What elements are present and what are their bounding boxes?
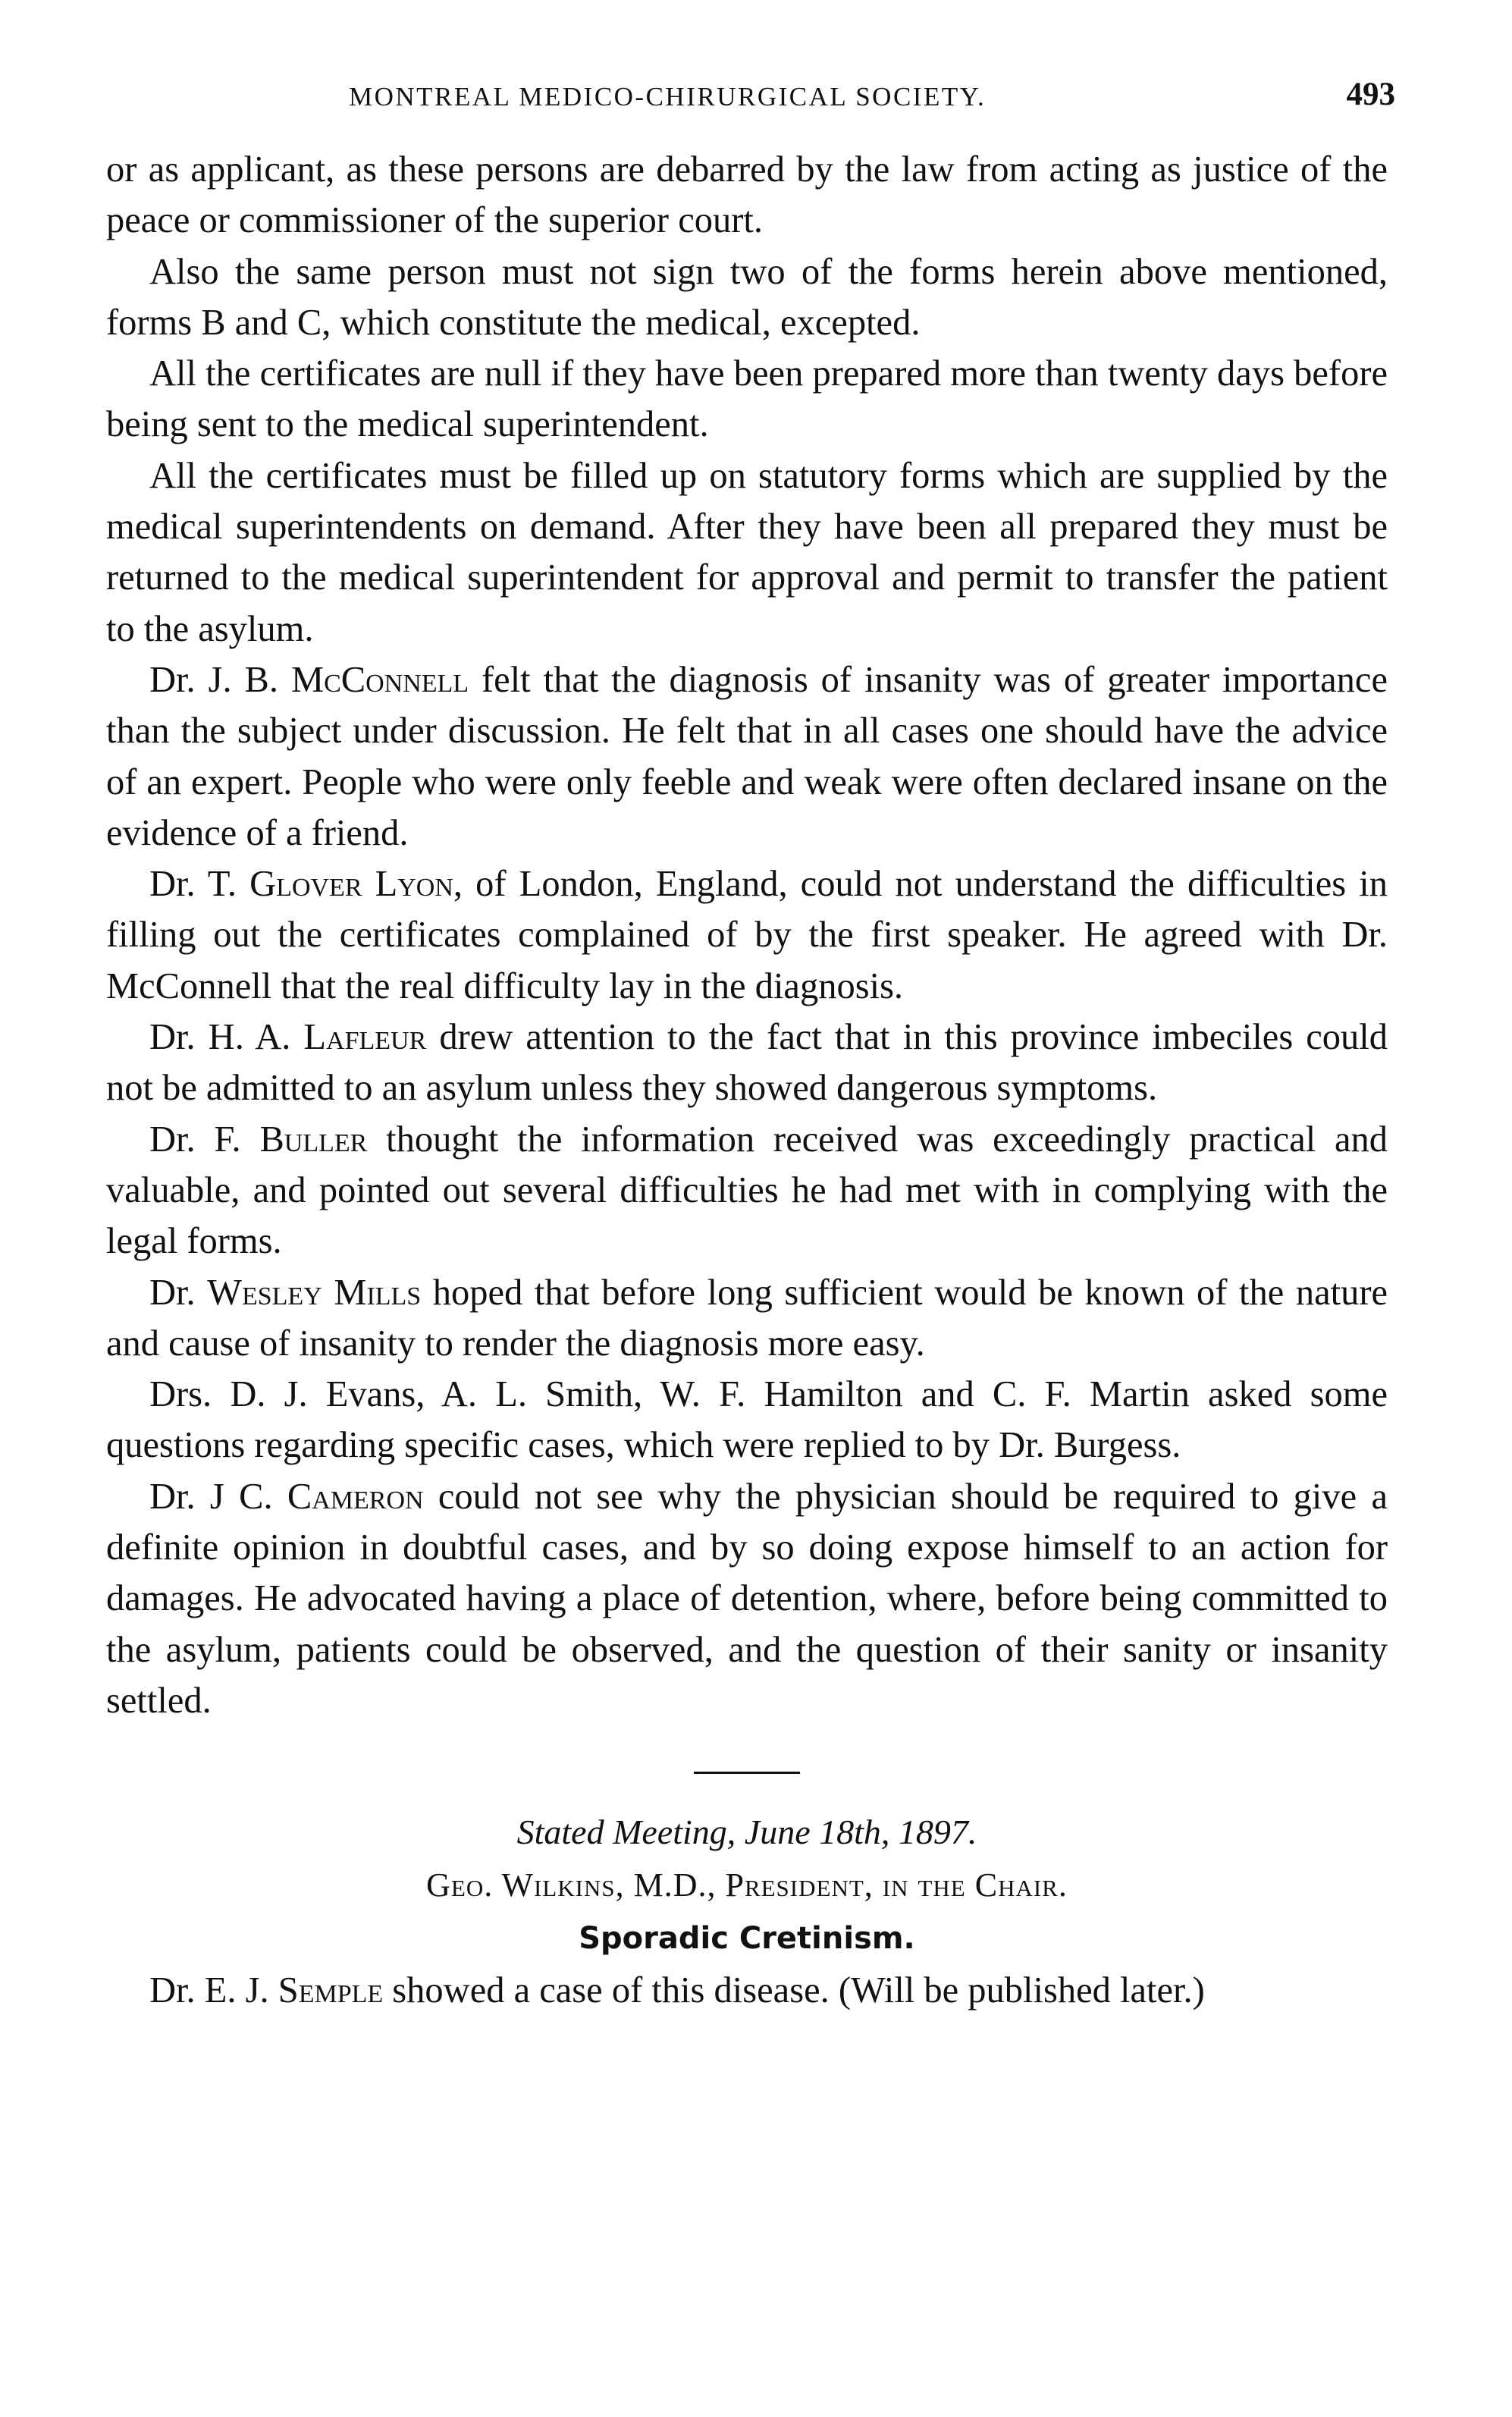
speaker-name: McConnell	[290, 659, 469, 700]
paragraph-certificates-null: All the certificates are null if they have been prepared more than twenty days before being sent to the medical superintendent.	[106, 353, 1388, 445]
subject-heading: Sporadic Cretinism.	[579, 1921, 915, 1957]
speaker-prefix: Dr. T.	[149, 864, 237, 905]
paragraph-text: could not see why the physician should be required to give a definite opinion in doubtful cases, and by so doing expose himself to an action for damages. He advocated having a place of detention, where, before being committed to the asylum, patients could be observed, and the question of their sanity or insanity settled.	[106, 1476, 1388, 1721]
paragraph-text: of London, England, could not understand the difficulties in filling out the certificates complained of by the first speaker. He agreed with Dr. McConnell that the real difficulty lay in the diagnosis.	[106, 864, 1388, 1006]
paragraph-mcconnell	[106, 654, 1388, 859]
paragraph-text: drew attention to the fact that in this province imbeciles could not be admitted to an asylum unless they showed dangerous symptoms.	[106, 1017, 1388, 1109]
paragraph-glover-lyon	[106, 859, 1388, 1012]
meeting-chair: Geo. Wilkins, M.D., President, in the Chair.	[426, 1866, 1068, 1904]
paragraph-statutory-forms: All the certificates must be filled up on statutory forms which are supplied by the medical superintendents on demand. After they have been all prepared they must be returned to the medical superintendent for approval and permit to transfer the patient to the asylum.	[106, 455, 1388, 649]
speaker-name: Semple	[278, 1970, 384, 2011]
paragraph-text: hoped that before long sufficient would be known of the nature and cause of insanity to render the diagnosis more easy.	[106, 1272, 1388, 1364]
running-title: MONTREAL MEDICO-CHIRURGICAL SOCIETY.	[349, 82, 987, 111]
paragraph-specific-cases: Drs. D. J. Evans, A. L. Smith, W. F. Hamilton and C. F. Martin asked some questions regarding specific cases, which were replied to by Dr. Burgess.	[106, 1374, 1388, 1466]
paragraph-cameron	[106, 1471, 1388, 1726]
paragraph-wesley-mills	[106, 1267, 1388, 1370]
document-page	[106, 76, 1395, 2017]
meeting-title: Stated Meeting, June 18th, 1897.	[516, 1813, 977, 1852]
speaker-prefix: Dr. J C.	[149, 1476, 273, 1517]
paragraph-text: felt that the diagnosis of insanity was of greater importance than the subject under discussion. He felt that in all cases one should have the advice of an expert. People who were only feeble and weak were often declared insane on the evidence of a friend.	[106, 659, 1388, 853]
paragraph-buller	[106, 1114, 1388, 1267]
speaker-prefix: Dr. J. B.	[149, 659, 278, 700]
paragraph-text: showed a case of this disease. (Will be published later.)	[392, 1970, 1205, 2011]
page-number: 493	[1346, 77, 1395, 112]
paragraph-continuation: or as applicant, as these persons are debarred by the law from acting as justice of the peace or commissioner of the superior court.	[106, 149, 1388, 241]
speaker-name: Wesley Mills	[207, 1272, 422, 1313]
speaker-name: Buller	[259, 1119, 368, 1160]
speaker-prefix: Dr.	[149, 1272, 196, 1313]
paragraph-lafleur	[106, 1012, 1388, 1114]
paragraph-forms-b-c: Also the same person must not sign two of the forms herein above mentioned, forms B and C, which constitute the medical, excepted.	[106, 251, 1388, 343]
speaker-name: Cameron	[287, 1476, 424, 1517]
paragraph-semple	[106, 1965, 1388, 2016]
speaker-prefix: Dr. H. A.	[149, 1017, 291, 1058]
running-head	[106, 76, 1395, 144]
paragraph-text: thought the information received was exceedingly practical and valuable, and pointed out several difficulties he had met with in complying with the legal forms.	[106, 1119, 1388, 1262]
body-text	[106, 144, 1388, 2017]
section-divider	[694, 1772, 800, 1774]
speaker-name: Lafleur	[303, 1017, 427, 1058]
speaker-prefix: Dr. F.	[149, 1119, 241, 1160]
speaker-prefix: Dr. E. J.	[149, 1970, 269, 2011]
speaker-name: Glover Lyon,	[249, 864, 463, 905]
